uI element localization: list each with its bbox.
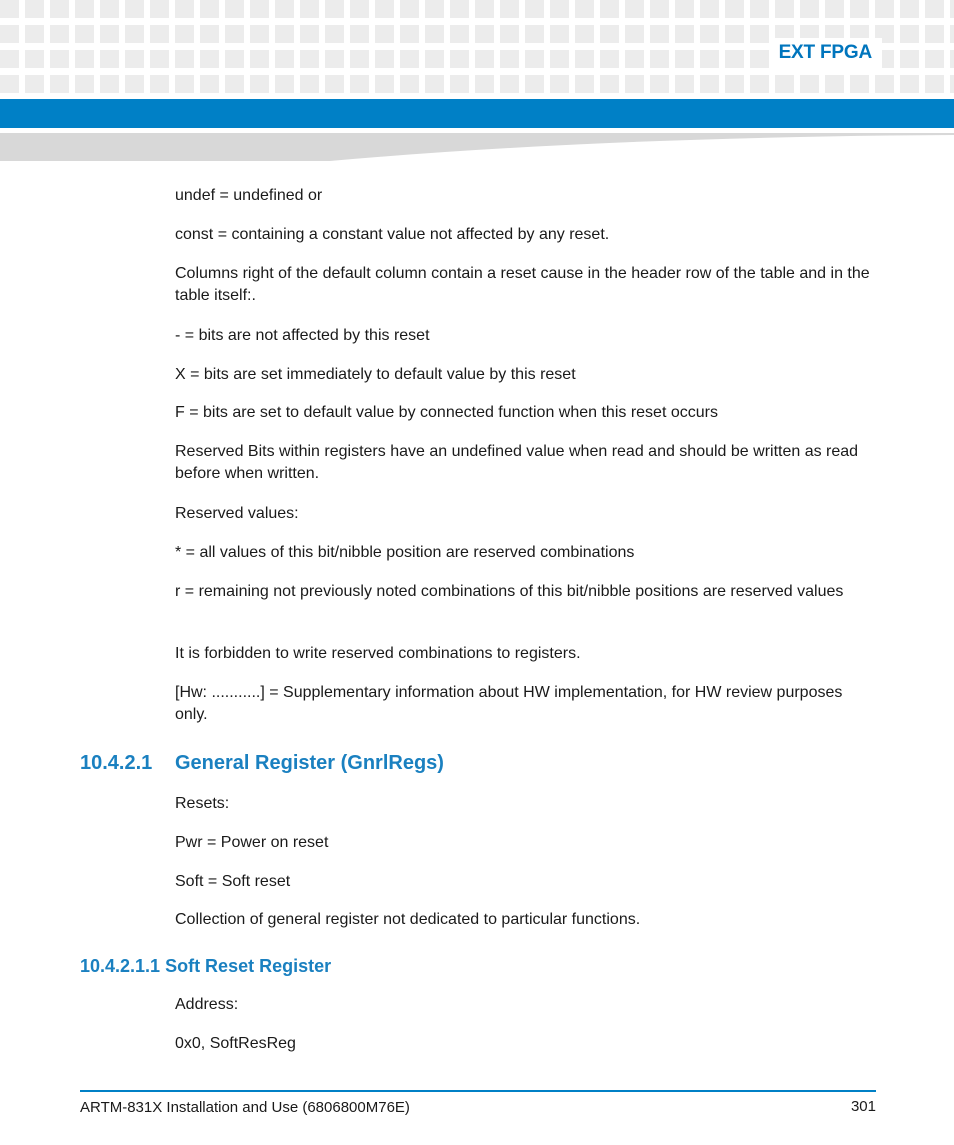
paragraph-set-immediately: X = bits are set immediately to default value by this reset: [175, 366, 576, 383]
paragraph-const: const = containing a constant value not affected by any reset.: [175, 226, 610, 243]
footer-document-title: ARTM-831X Installation and Use (6806800M76E): [80, 1099, 410, 1116]
paragraph-connected-function: F = bits are set to default value by connected function when this reset occurs: [175, 404, 718, 421]
section-heading-general-register: [80, 752, 444, 775]
header-blue-band: [0, 99, 954, 128]
paragraph-not-affected: - = bits are not affected by this reset: [175, 327, 430, 344]
paragraph-columns-right: Columns right of the default column contain a reset cause in the header row of the table and in the table itself:.: [175, 265, 870, 304]
paragraph-address-label: Address:: [175, 996, 239, 1013]
header-grey-swoosh: [0, 131, 954, 163]
paragraph-remaining-reserved: r = remaining not previously noted combinations of this bit/nibble positions are reserved values: [175, 583, 844, 600]
footer-divider: [80, 1090, 876, 1092]
paragraph-all-values-reserved: * = all values of this bit/nibble position are reserved combinations: [175, 544, 635, 561]
paragraph-soft: Soft = Soft reset: [175, 873, 291, 890]
paragraph-address-value: 0x0, SoftResReg: [175, 1035, 296, 1052]
paragraph-resets: Resets:: [175, 795, 230, 812]
section-title: General Register (GnrlRegs): [175, 752, 444, 774]
paragraph-hw-info: [Hw: ...........] = Supplementary information about HW implementation, for HW review purposes only.: [175, 684, 843, 723]
section-number: 10.4.2.1: [80, 752, 153, 774]
paragraph-forbidden: It is forbidden to write reserved combinations to registers.: [175, 645, 581, 662]
paragraph-pwr: Pwr = Power on reset: [175, 834, 329, 851]
paragraph-reserved-bits: Reserved Bits within registers have an undefined value when read and should be written as read before when written.: [175, 443, 859, 482]
paragraph-collection: Collection of general register not dedicated to particular functions.: [175, 911, 641, 928]
paragraph-reserved-values: Reserved values:: [175, 505, 299, 522]
paragraph-undef: undef = undefined or: [175, 187, 323, 204]
footer-page-number: 301: [850, 1098, 876, 1115]
header-section-title: EXT FPGA: [778, 42, 872, 63]
subsection-heading-soft-reset-register: 10.4.2.1.1 Soft Reset Register: [80, 956, 332, 976]
